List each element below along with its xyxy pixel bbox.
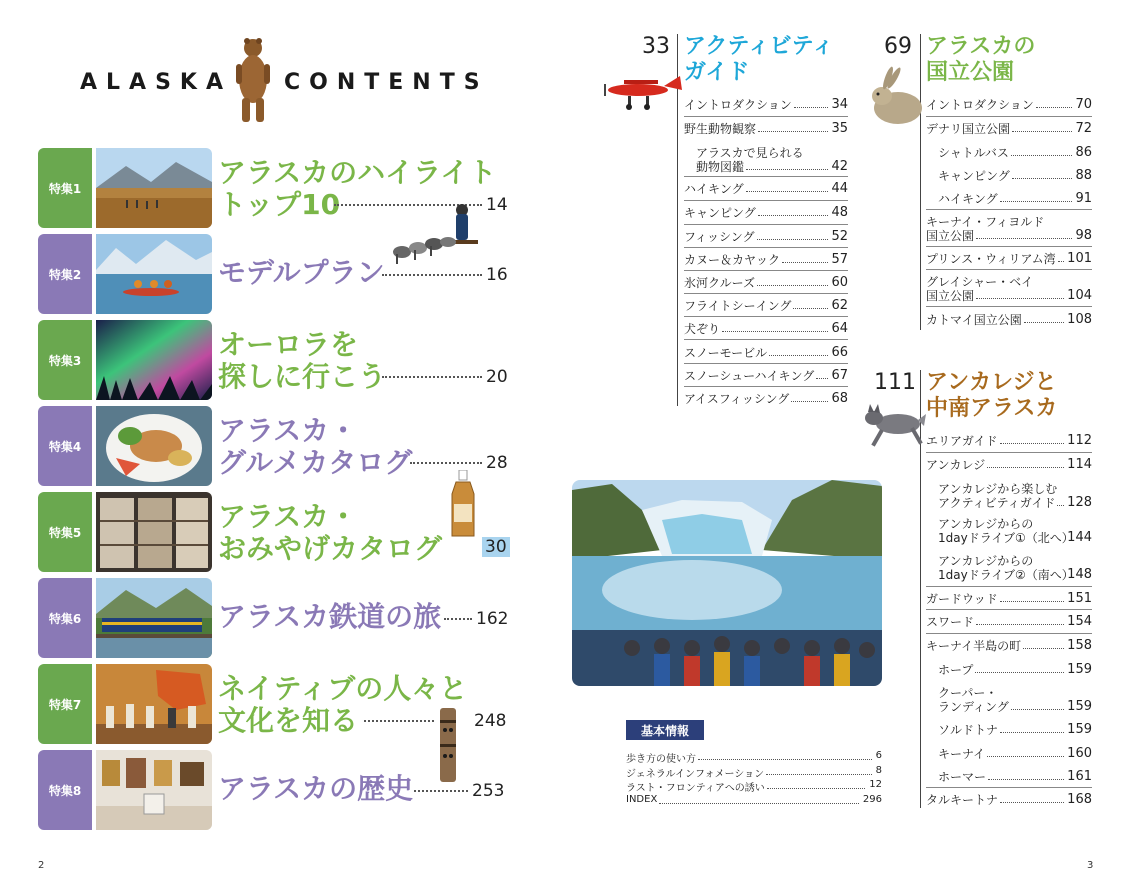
leader-dots bbox=[382, 376, 482, 378]
leader-dots bbox=[975, 672, 1064, 673]
separator-line bbox=[926, 209, 1092, 210]
toc-item[interactable] bbox=[926, 458, 1092, 472]
basic-info-item[interactable] bbox=[626, 794, 882, 807]
toc-item-page: 101 bbox=[1067, 251, 1092, 266]
toc-item-label: エリアガイド bbox=[926, 434, 998, 448]
feature-tag: 特集2 bbox=[38, 234, 92, 314]
toc-item[interactable] bbox=[926, 313, 1092, 327]
toc-item[interactable] bbox=[938, 169, 1092, 183]
feature-page: 14 bbox=[486, 195, 508, 215]
toc-item-label-line2: ランディング bbox=[938, 700, 1009, 714]
feature-title-line1: アラスカ・ bbox=[218, 500, 358, 533]
basic-info-page: 296 bbox=[862, 794, 882, 805]
header-alaska: ALASKA bbox=[80, 70, 232, 95]
toc-item-page: 158 bbox=[1067, 638, 1092, 653]
toc-item[interactable] bbox=[684, 276, 848, 290]
leader-dots bbox=[1000, 802, 1064, 803]
toc-item[interactable] bbox=[926, 122, 1092, 136]
toc-item-label: シャトルバス bbox=[938, 146, 1009, 160]
toc-item-label: フィッシング bbox=[684, 230, 755, 244]
toc-item[interactable] bbox=[684, 392, 848, 406]
leader-dots bbox=[976, 624, 1064, 625]
toc-item-page: 91 bbox=[1075, 191, 1092, 206]
leader-dots bbox=[758, 131, 828, 132]
leader-dots bbox=[1036, 107, 1073, 108]
separator-line bbox=[926, 586, 1092, 587]
toc-item[interactable] bbox=[938, 723, 1092, 737]
separator-line bbox=[926, 452, 1092, 453]
leader-dots bbox=[1000, 732, 1064, 733]
toc-item[interactable] bbox=[938, 663, 1092, 677]
toc-item-label: プリンス・ウィリアム湾 bbox=[926, 252, 1056, 266]
separator-line bbox=[926, 787, 1092, 788]
leader-dots bbox=[1058, 261, 1065, 262]
feature-page: 16 bbox=[486, 265, 508, 285]
toc-item[interactable] bbox=[926, 98, 1092, 112]
feature-title-line1: アラスカ鉄道の旅 bbox=[218, 600, 442, 633]
toc-item[interactable] bbox=[938, 770, 1092, 784]
basic-info-page: 8 bbox=[875, 765, 882, 776]
leader-dots bbox=[758, 215, 829, 216]
toc-item-label: フライトシーイング bbox=[684, 299, 792, 313]
toc-item-page: 67 bbox=[831, 368, 848, 383]
basic-info-item[interactable] bbox=[626, 779, 882, 792]
feature-tag: 特集4 bbox=[38, 406, 92, 486]
separator-line bbox=[684, 363, 848, 364]
leader-dots bbox=[976, 238, 1072, 239]
basic-info-page: 6 bbox=[875, 750, 882, 761]
leader-dots bbox=[766, 774, 872, 775]
photo-orthodox-church bbox=[96, 750, 212, 830]
separator-line bbox=[684, 339, 848, 340]
section-number-parks: 69 bbox=[884, 34, 912, 59]
leader-dots bbox=[382, 274, 482, 276]
leader-dots bbox=[414, 790, 468, 792]
leader-dots bbox=[659, 803, 859, 804]
basic-info-label: 歩き方の使い方 bbox=[626, 754, 696, 765]
leader-dots bbox=[1000, 443, 1065, 444]
feature-title-line2: おみやげカタログ bbox=[218, 532, 443, 565]
basic-info-label: ラスト・フロンティアへの誘い bbox=[626, 783, 765, 794]
leader-dots bbox=[1011, 709, 1064, 710]
toc-item-label: スワード bbox=[926, 615, 975, 629]
toc-item-label-line2: アクティビティガイド bbox=[938, 496, 1056, 510]
section-number-activity: 33 bbox=[642, 34, 670, 59]
separator-line bbox=[926, 306, 1092, 307]
toc-item-label-line2: 1dayドライブ②（南へ） bbox=[938, 568, 1074, 582]
leader-dots bbox=[816, 378, 828, 379]
section-title-activity-2: ガイド bbox=[684, 60, 750, 85]
leader-dots bbox=[1000, 201, 1073, 202]
leader-dots bbox=[1000, 601, 1064, 602]
toc-item-label: ハイキング bbox=[938, 192, 998, 206]
toc-item-page: 148 bbox=[1067, 567, 1092, 582]
toc-item[interactable] bbox=[684, 206, 848, 220]
toc-item-label: グレイシャー・ベイ bbox=[926, 275, 1034, 289]
leader-dots bbox=[1057, 505, 1064, 506]
photo-aurora bbox=[96, 320, 212, 400]
feature-title-line2: 文化を知る bbox=[218, 704, 359, 737]
leader-dots bbox=[988, 779, 1064, 780]
separator-line bbox=[684, 293, 848, 294]
leader-dots bbox=[746, 169, 828, 170]
feature-tag: 特集6 bbox=[38, 578, 92, 658]
toc-item-page: 44 bbox=[831, 181, 848, 196]
toc-item-label: 野生動物観察 bbox=[684, 122, 757, 136]
toc-item-page: 98 bbox=[1075, 228, 1092, 243]
separator-line bbox=[684, 270, 848, 271]
separator-line bbox=[926, 609, 1092, 610]
leader-dots bbox=[1012, 178, 1073, 179]
leader-dots bbox=[794, 107, 829, 108]
toc-item[interactable] bbox=[926, 252, 1092, 266]
leader-dots bbox=[987, 467, 1064, 468]
leader-dots bbox=[1024, 322, 1064, 323]
section-title-activity-1: アクティビティ bbox=[684, 34, 834, 59]
separator-line bbox=[684, 176, 848, 177]
toc-item-page: 42 bbox=[831, 159, 848, 174]
feature-title-line1: アラスカ・ bbox=[218, 414, 358, 447]
feature-title-line1: ネイティブの人々と bbox=[218, 672, 468, 705]
toc-item-label: キャンピング bbox=[684, 206, 756, 220]
separator-line bbox=[684, 224, 848, 225]
toc-item[interactable] bbox=[938, 146, 1092, 160]
section-number-anchorage: 111 bbox=[874, 370, 916, 395]
toc-item-page: 68 bbox=[831, 391, 848, 406]
toc-item-page: 52 bbox=[831, 229, 848, 244]
toc-item-label: キーナイ bbox=[938, 747, 986, 761]
toc-item[interactable] bbox=[684, 98, 848, 112]
leader-dots bbox=[791, 401, 828, 402]
toc-item-label: ソルドトナ bbox=[938, 723, 999, 737]
leader-dots bbox=[444, 618, 472, 620]
toc-item[interactable] bbox=[938, 747, 1092, 761]
toc-item[interactable] bbox=[684, 122, 848, 136]
separator-line bbox=[684, 200, 848, 201]
toc-item-page: 35 bbox=[831, 121, 848, 136]
leader-dots bbox=[782, 262, 828, 263]
feature-page: 248 bbox=[474, 711, 507, 731]
leader-dots bbox=[1011, 155, 1073, 156]
feature-5[interactable] bbox=[38, 492, 508, 572]
feature-title-line1: アラスカのハイライト bbox=[218, 156, 497, 189]
leader-dots bbox=[364, 720, 434, 722]
toc-item-label: アンカレジからの bbox=[938, 554, 1034, 568]
toc-item-label: タルキートナ bbox=[926, 793, 999, 807]
toc-item-page: 159 bbox=[1067, 722, 1092, 737]
feature-title-line1: オーロラを bbox=[218, 328, 359, 361]
feature-page: 28 bbox=[486, 453, 508, 473]
bear-icon bbox=[228, 34, 278, 124]
toc-item-label: イントロダクション bbox=[684, 98, 792, 112]
basic-info-label: INDEX bbox=[626, 794, 658, 805]
separator-line bbox=[684, 386, 848, 387]
feature-title-line2: 探しに行こう bbox=[218, 360, 387, 393]
toc-item-label: キーナイ半島の町 bbox=[926, 639, 1022, 653]
toc-item-label: アラスカで見られる bbox=[696, 146, 804, 160]
feature-title-line1: モデルプラン bbox=[218, 256, 385, 289]
basic-info-badge: 基本情報 bbox=[626, 720, 704, 740]
hare-icon bbox=[866, 66, 926, 128]
basic-info-page: 12 bbox=[869, 779, 882, 790]
toc-item[interactable] bbox=[926, 615, 1092, 629]
feature-page: 20 bbox=[486, 367, 508, 387]
toc-item[interactable] bbox=[938, 686, 1092, 714]
page-number-left: 2 bbox=[38, 860, 45, 871]
toc-item[interactable] bbox=[926, 275, 1092, 303]
separator-line bbox=[926, 269, 1092, 270]
toc-item-page: 48 bbox=[831, 205, 848, 220]
leader-dots bbox=[767, 788, 866, 789]
toc-item-label: 犬ぞり bbox=[684, 322, 721, 336]
toc-item[interactable] bbox=[938, 517, 1092, 545]
toc-item-page: 70 bbox=[1075, 97, 1092, 112]
toc-item[interactable] bbox=[684, 369, 848, 383]
toc-item-label: カヌー＆カヤック bbox=[684, 253, 781, 267]
feature-3[interactable] bbox=[38, 320, 508, 400]
feature-tag: 特集1 bbox=[38, 148, 92, 228]
toc-item-page: 151 bbox=[1067, 591, 1092, 606]
toc-item-page: 160 bbox=[1067, 746, 1092, 761]
toc-item-label: クーパー・ bbox=[938, 686, 998, 700]
toc-item-page: 108 bbox=[1067, 312, 1092, 327]
toc-item[interactable] bbox=[926, 793, 1092, 807]
leader-dots bbox=[987, 756, 1064, 757]
separator-line bbox=[926, 633, 1092, 634]
leader-dots bbox=[410, 462, 482, 464]
leader-dots bbox=[976, 298, 1064, 299]
toc-item[interactable] bbox=[926, 215, 1092, 243]
toc-item-label: アンカレジ bbox=[926, 458, 986, 472]
toc-item[interactable] bbox=[938, 192, 1092, 206]
feature-2[interactable] bbox=[38, 234, 508, 314]
feature-6[interactable] bbox=[38, 578, 508, 658]
leader-dots bbox=[757, 239, 829, 240]
photo-glacier-cruise bbox=[572, 480, 882, 686]
toc-item-label: ガードウッド bbox=[926, 592, 998, 606]
separator-line bbox=[926, 116, 1092, 117]
toc-item[interactable] bbox=[926, 592, 1092, 606]
toc-item-page: 154 bbox=[1067, 614, 1092, 629]
toc-item-label-line2: 国立公園 bbox=[926, 229, 975, 243]
leader-dots bbox=[1023, 648, 1064, 649]
toc-item-page: 128 bbox=[1067, 495, 1092, 510]
separator-line bbox=[684, 116, 848, 117]
feature-page-highlighted: 30 bbox=[482, 537, 510, 557]
section-title-parks-1: アラスカの bbox=[926, 34, 1036, 59]
header-contents: CONTENTS bbox=[284, 70, 489, 95]
feature-title-line2: グルメカタログ bbox=[218, 446, 413, 479]
separator-line bbox=[684, 247, 848, 248]
toc-item-label: イントロダクション bbox=[926, 98, 1034, 112]
toc-item[interactable] bbox=[684, 299, 848, 313]
toc-item-page: 88 bbox=[1075, 168, 1092, 183]
toc-item[interactable] bbox=[696, 146, 848, 174]
feature-8[interactable] bbox=[38, 750, 508, 830]
photo-food-plate bbox=[96, 406, 212, 486]
toc-item[interactable] bbox=[684, 182, 848, 196]
leader-dots bbox=[769, 355, 828, 356]
feature-4[interactable] bbox=[38, 406, 508, 486]
toc-item-page: 66 bbox=[831, 345, 848, 360]
photo-souvenir-shelves bbox=[96, 492, 212, 572]
toc-item-label: ハイキング bbox=[684, 182, 744, 196]
separator-line bbox=[926, 246, 1092, 247]
basic-info-label: ジェネラルインフォメーション bbox=[626, 769, 765, 780]
basic-info-item[interactable] bbox=[626, 765, 882, 778]
toc-item[interactable] bbox=[926, 639, 1092, 653]
toc-item-page: 112 bbox=[1067, 433, 1092, 448]
toc-item-label: ホープ bbox=[938, 663, 974, 677]
toc-item-label: アンカレジからの bbox=[938, 517, 1034, 531]
leader-dots bbox=[698, 759, 872, 760]
toc-item-page: 144 bbox=[1067, 530, 1092, 545]
toc-item-page: 159 bbox=[1067, 699, 1092, 714]
toc-item[interactable] bbox=[938, 482, 1092, 510]
page-number-right: 3 bbox=[1087, 860, 1094, 871]
feature-tag: 特集7 bbox=[38, 664, 92, 744]
toc-item-label: スノーシューハイキング bbox=[684, 369, 815, 383]
toc-item-page: 34 bbox=[831, 97, 848, 112]
feature-title-line2: トップ10 bbox=[218, 188, 341, 221]
toc-item-page: 86 bbox=[1075, 145, 1092, 160]
toc-item-label: スノーモービル bbox=[684, 346, 768, 360]
toc-item-page: 161 bbox=[1067, 769, 1092, 784]
toc-item-label: 氷河クルーズ bbox=[684, 276, 756, 290]
section-title-parks-2: 国立公園 bbox=[926, 60, 1015, 85]
toc-item-label-line2: 国立公園 bbox=[926, 289, 975, 303]
feature-tag: 特集3 bbox=[38, 320, 92, 400]
leader-dots bbox=[793, 308, 828, 309]
airplane-icon bbox=[594, 72, 686, 112]
toc-item-label: キーナイ・フィヨルド bbox=[926, 215, 1045, 229]
toc-item[interactable] bbox=[926, 434, 1092, 448]
leader-dots bbox=[746, 191, 829, 192]
feature-title-line1: アラスカの歴史 bbox=[218, 772, 414, 805]
toc-item[interactable] bbox=[684, 230, 848, 244]
toc-item-label: アンカレジから楽しむ bbox=[938, 482, 1058, 496]
toc-item-page: 64 bbox=[831, 321, 848, 336]
toc-item-page: 57 bbox=[831, 252, 848, 267]
toc-item-label-line2: 動物図鑑 bbox=[696, 160, 745, 174]
toc-item-page: 159 bbox=[1067, 662, 1092, 677]
photo-railroad-train bbox=[96, 578, 212, 658]
photo-kayakers-glacier bbox=[96, 234, 212, 314]
leader-dots bbox=[1012, 131, 1072, 132]
toc-item-page: 60 bbox=[831, 275, 848, 290]
toc-item[interactable] bbox=[684, 253, 848, 267]
separator-line bbox=[684, 316, 848, 317]
toc-item-page: 114 bbox=[1067, 457, 1092, 472]
wolf-icon bbox=[862, 400, 926, 454]
toc-item-page: 104 bbox=[1067, 288, 1092, 303]
toc-item-label: ホーマー bbox=[938, 770, 987, 784]
toc-item-label: アイスフィッシング bbox=[684, 392, 790, 406]
toc-item-label: キャンピング bbox=[938, 169, 1010, 183]
photo-native-dance bbox=[96, 664, 212, 744]
toc-item-label: デナリ国立公園 bbox=[926, 122, 1011, 136]
toc-item-page: 72 bbox=[1075, 121, 1092, 136]
toc-item-label-line2: 1dayドライブ①（北へ） bbox=[938, 531, 1074, 545]
toc-item[interactable] bbox=[684, 346, 848, 360]
section-title-anchorage-2: 中南アラスカ bbox=[926, 396, 1058, 421]
feature-tag: 特集8 bbox=[38, 750, 92, 830]
leader-dots bbox=[722, 331, 828, 332]
toc-item[interactable] bbox=[938, 554, 1092, 582]
feature-page: 253 bbox=[472, 781, 505, 801]
basic-info-item[interactable] bbox=[626, 750, 882, 763]
feature-tag: 特集5 bbox=[38, 492, 92, 572]
leader-dots bbox=[757, 285, 828, 286]
photo-tundra-hikers bbox=[96, 148, 212, 228]
section-title-anchorage-1: アンカレジと bbox=[926, 370, 1057, 395]
feature-page: 162 bbox=[476, 609, 509, 629]
toc-item-page: 168 bbox=[1067, 792, 1092, 807]
toc-item-label: カトマイ国立公園 bbox=[926, 313, 1022, 327]
toc-item-page: 62 bbox=[831, 298, 848, 313]
toc-item[interactable] bbox=[684, 322, 848, 336]
